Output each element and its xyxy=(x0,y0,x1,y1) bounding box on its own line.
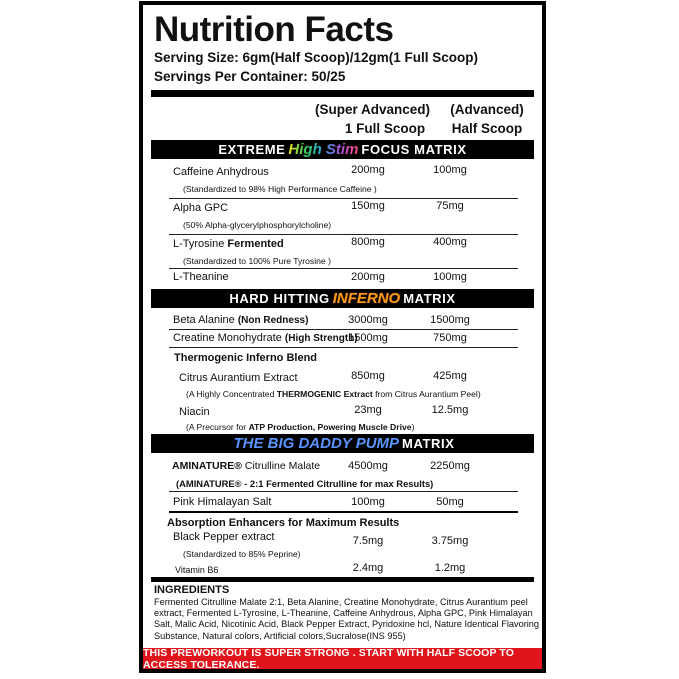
theanine-half: 100mg xyxy=(433,271,467,283)
niacin-half: 12.5mg xyxy=(431,404,469,416)
beta-name: Beta Alanine (Non Redness) xyxy=(173,314,309,326)
creatine-half: 750mg xyxy=(433,332,467,344)
niacin-full: 23mg xyxy=(354,404,382,416)
matrix-band-post: FOCUS MATRIX xyxy=(361,142,467,157)
creatine-full: 1500mg xyxy=(348,332,388,344)
matrix-band-fancy: High Stim xyxy=(288,141,359,158)
citrus-half: 425mg xyxy=(433,370,467,382)
thick-divider xyxy=(151,577,534,582)
column-half-line1: (Advanced) xyxy=(450,102,524,117)
salt-half: 50mg xyxy=(436,496,464,508)
alpha-half: 75mg xyxy=(436,200,464,212)
pepper-name: Black Pepper extract xyxy=(173,531,275,543)
row-divider xyxy=(169,198,518,199)
citrus-name: Citrus Aurantium Extract xyxy=(179,372,298,384)
citrulline-name: AMINATURE® Citrulline Malate xyxy=(172,460,321,472)
tyrosine-name: L-Tyrosine Fermented xyxy=(173,238,284,250)
citrulline-note: (AMINATURE® - 2:1 Fermented Citrulline for max Results) xyxy=(176,478,434,489)
column-full-line1: (Super Advanced) xyxy=(315,102,431,117)
column-full-line2: 1 Full Scoop xyxy=(344,121,426,136)
matrix-band-post: MATRIX xyxy=(403,291,456,306)
b6-name: Vitamin B6 xyxy=(175,565,219,575)
row-divider xyxy=(169,347,518,348)
caffeine-name: Caffeine Anhydrous xyxy=(173,166,269,178)
matrix-band-pre: HARD HITTING xyxy=(229,291,330,306)
alpha-note: (50% Alpha-glycerylphosphorylcholine) xyxy=(183,220,332,230)
theanine-name: L-Theanine xyxy=(173,271,229,283)
warning-banner: THIS PREWORKOUT IS SUPER STRONG . START WITH HALF SCOOP TO ACCESS TOLERANCE. xyxy=(143,648,542,669)
beta-half: 1500mg xyxy=(430,314,470,326)
absorption-title: Absorption Enhancers for Maximum Results xyxy=(167,517,400,529)
citrulline-full: 4500mg xyxy=(348,460,388,472)
row-divider xyxy=(169,329,518,330)
panel-title: Nutrition Facts xyxy=(154,10,394,49)
nutrition-facts-panel xyxy=(139,1,546,673)
matrix-band-focus xyxy=(151,140,534,159)
beta-full: 3000mg xyxy=(348,314,388,326)
citrus-full: 850mg xyxy=(351,370,385,382)
servings-per-container: Servings Per Container: 50/25 xyxy=(154,69,346,84)
niacin-name: Niacin xyxy=(179,406,210,418)
alpha-name: Alpha GPC xyxy=(173,202,229,214)
section-divider xyxy=(169,511,518,513)
row-divider xyxy=(169,491,518,492)
matrix-band-pump xyxy=(151,434,534,453)
alpha-full: 150mg xyxy=(351,200,385,212)
citrus-note: (A Highly Concentrated THERMOGENIC Extract from Citrus Aurantium Peel) xyxy=(186,389,481,399)
salt-full: 100mg xyxy=(351,496,385,508)
salt-name: Pink Himalayan Salt xyxy=(173,496,272,508)
tyrosine-full: 800mg xyxy=(351,236,385,248)
matrix-band-pre: EXTREME xyxy=(218,142,286,157)
tyrosine-note: (Standardized to 100% Pure Tyrosine ) xyxy=(183,256,331,266)
thick-divider xyxy=(151,90,534,97)
pepper-note: (Standardized to 85% Peprine) xyxy=(183,549,301,559)
caffeine-half: 100mg xyxy=(433,164,467,176)
row-divider xyxy=(169,234,518,235)
theanine-full: 200mg xyxy=(351,271,385,283)
matrix-band-fancy: THE BIG DADDY PUMP xyxy=(233,435,400,452)
row-divider xyxy=(169,268,518,269)
citrulline-half: 2250mg xyxy=(430,460,470,472)
column-half-line2: Half Scoop xyxy=(451,121,523,136)
matrix-band-fancy: INFERNO xyxy=(332,290,401,307)
ingredients-heading: INGREDIENTS xyxy=(154,584,230,596)
pepper-full: 7.5mg xyxy=(352,535,384,547)
thermogenic-blend-title: Thermogenic Inferno Blend xyxy=(174,352,318,364)
tyrosine-half: 400mg xyxy=(433,236,467,248)
matrix-band-inferno xyxy=(151,289,534,308)
pepper-half: 3.75mg xyxy=(431,535,469,547)
caffeine-full: 200mg xyxy=(351,164,385,176)
caffeine-note: (Standardized to 98% High Performance Caffeine ) xyxy=(183,184,377,194)
serving-size: Serving Size: 6gm(Half Scoop)/12gm(1 Full Scoop) xyxy=(154,50,479,65)
niacin-note: (A Precursor for ATP Production, Powering Muscle Drive) xyxy=(186,422,415,432)
matrix-band-post: MATRIX xyxy=(402,436,455,451)
b6-half: 1.2mg xyxy=(434,562,466,574)
b6-full: 2.4mg xyxy=(352,562,384,574)
creatine-name: Creatine Monohydrate (High Strength) xyxy=(173,332,358,344)
ingredients-text: Fermented Citrulline Malate 2:1, Beta Alanine, Creatine Monohydrate, Citrus Aurantium peel extract, Fermented L-Tyrosine, L-Theanine, Caffeine Anhydrous, Alpha GPC, Pink Himalayan Salt, Malic Acid, Nicotinic Acid, Black Pepper Extract, Pyridoxine hcl, Nature Identical Flavoring Substance, Natural colors, Artificial colors,Sucralose(INS 955) xyxy=(154,597,540,641)
